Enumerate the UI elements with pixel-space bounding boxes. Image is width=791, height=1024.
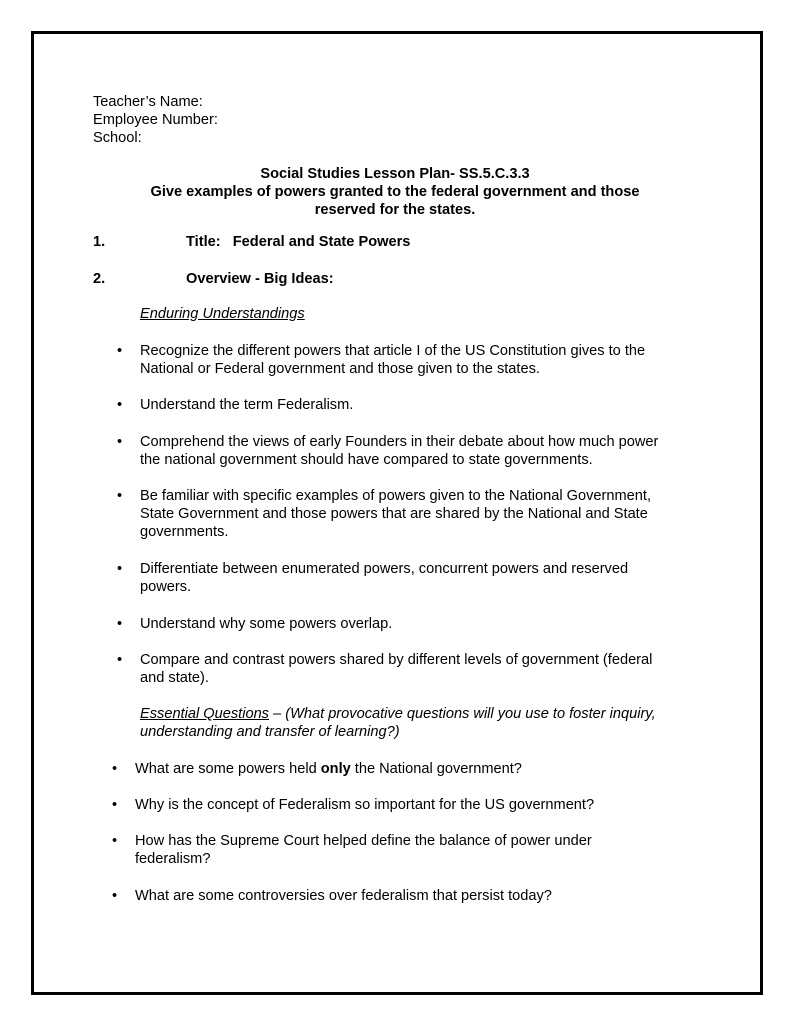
school-label: School:: [93, 130, 142, 146]
list-item-line: How has the Supreme Court helped define the balance of power under: [135, 833, 592, 849]
section-number: 2.: [93, 271, 106, 287]
bullet-icon: •: [117, 397, 123, 413]
list-item-line: Be familiar with specific examples of powers given to the National Government,: [140, 488, 652, 504]
list-item-line: and state).: [140, 670, 209, 686]
teacher-info: [93, 93, 218, 147]
bullet-icon: •: [117, 488, 123, 504]
list-item-line: governments.: [140, 524, 229, 540]
question-text: What are some powers held: [135, 761, 321, 777]
list-item-line: [135, 760, 680, 778]
list-item-line: federalism?: [135, 851, 211, 867]
bullet-icon: •: [112, 833, 118, 849]
list-item-line: Differentiate between enumerated powers, concurrent powers and reserved: [140, 561, 629, 577]
list-item-line: Understand the term Federalism.: [140, 397, 354, 413]
list-item-line: Recognize the different powers that article I of the US Constitution gives to the: [140, 343, 646, 359]
section-title: [93, 233, 693, 251]
list-item-line: Understand why some powers overlap.: [140, 616, 393, 632]
section-overview: [93, 270, 693, 288]
title-line-1: Social Studies Lesson Plan- SS.5.C.3.3: [260, 166, 530, 182]
list-item-line: Why is the concept of Federalism so important for the US government?: [135, 797, 595, 813]
question-text: the National government?: [350, 761, 522, 777]
essential-intro-1: (What provocative questions will you use to foster inquiry,: [285, 706, 656, 722]
bullet-icon: •: [117, 434, 123, 450]
list-item-line: What are some controversies over federalism that persist today?: [135, 888, 552, 904]
list-item-line: Compare and contrast powers shared by different levels of government (federal: [140, 652, 653, 668]
bullet-icon: •: [112, 797, 118, 813]
list-item-line: State Government and those powers that are shared by the National and State: [140, 506, 648, 522]
bullet-icon: •: [112, 888, 118, 904]
essential-questions-line-1: [140, 705, 700, 723]
teacher-name-label: Teacher’s Name:: [93, 94, 203, 110]
essential-questions-intro: [140, 705, 700, 741]
title-line-2: Give examples of powers granted to the federal government and those: [150, 184, 640, 200]
list-item-line: National or Federal government and those given to the states.: [140, 361, 540, 377]
bullet-icon: •: [117, 561, 123, 577]
essential-questions-heading: Essential Questions: [140, 706, 269, 722]
bullet-icon: •: [117, 343, 123, 359]
bullet-icon: •: [112, 761, 118, 777]
lesson-title: [93, 165, 697, 219]
section-text: Title: Federal and State Powers: [186, 234, 411, 250]
list-item-line: powers.: [140, 579, 192, 595]
bullet-icon: •: [117, 616, 123, 632]
question-emphasis: only: [320, 761, 351, 777]
section-number: 1.: [93, 234, 106, 250]
essential-dash: –: [268, 706, 286, 722]
title-line-3: reserved for the states.: [314, 202, 476, 218]
list-item-line: Comprehend the views of early Founders in their debate about how much power: [140, 434, 659, 450]
section-text: Overview - Big Ideas:: [186, 271, 334, 287]
enduring-understandings-heading: Enduring Understandings: [140, 306, 305, 322]
employee-number-label: Employee Number:: [93, 112, 218, 128]
essential-intro-2: understanding and transfer of learning?): [140, 724, 400, 740]
bullet-icon: •: [117, 652, 123, 668]
list-item-line: the national government should have compared to state governments.: [140, 452, 593, 468]
